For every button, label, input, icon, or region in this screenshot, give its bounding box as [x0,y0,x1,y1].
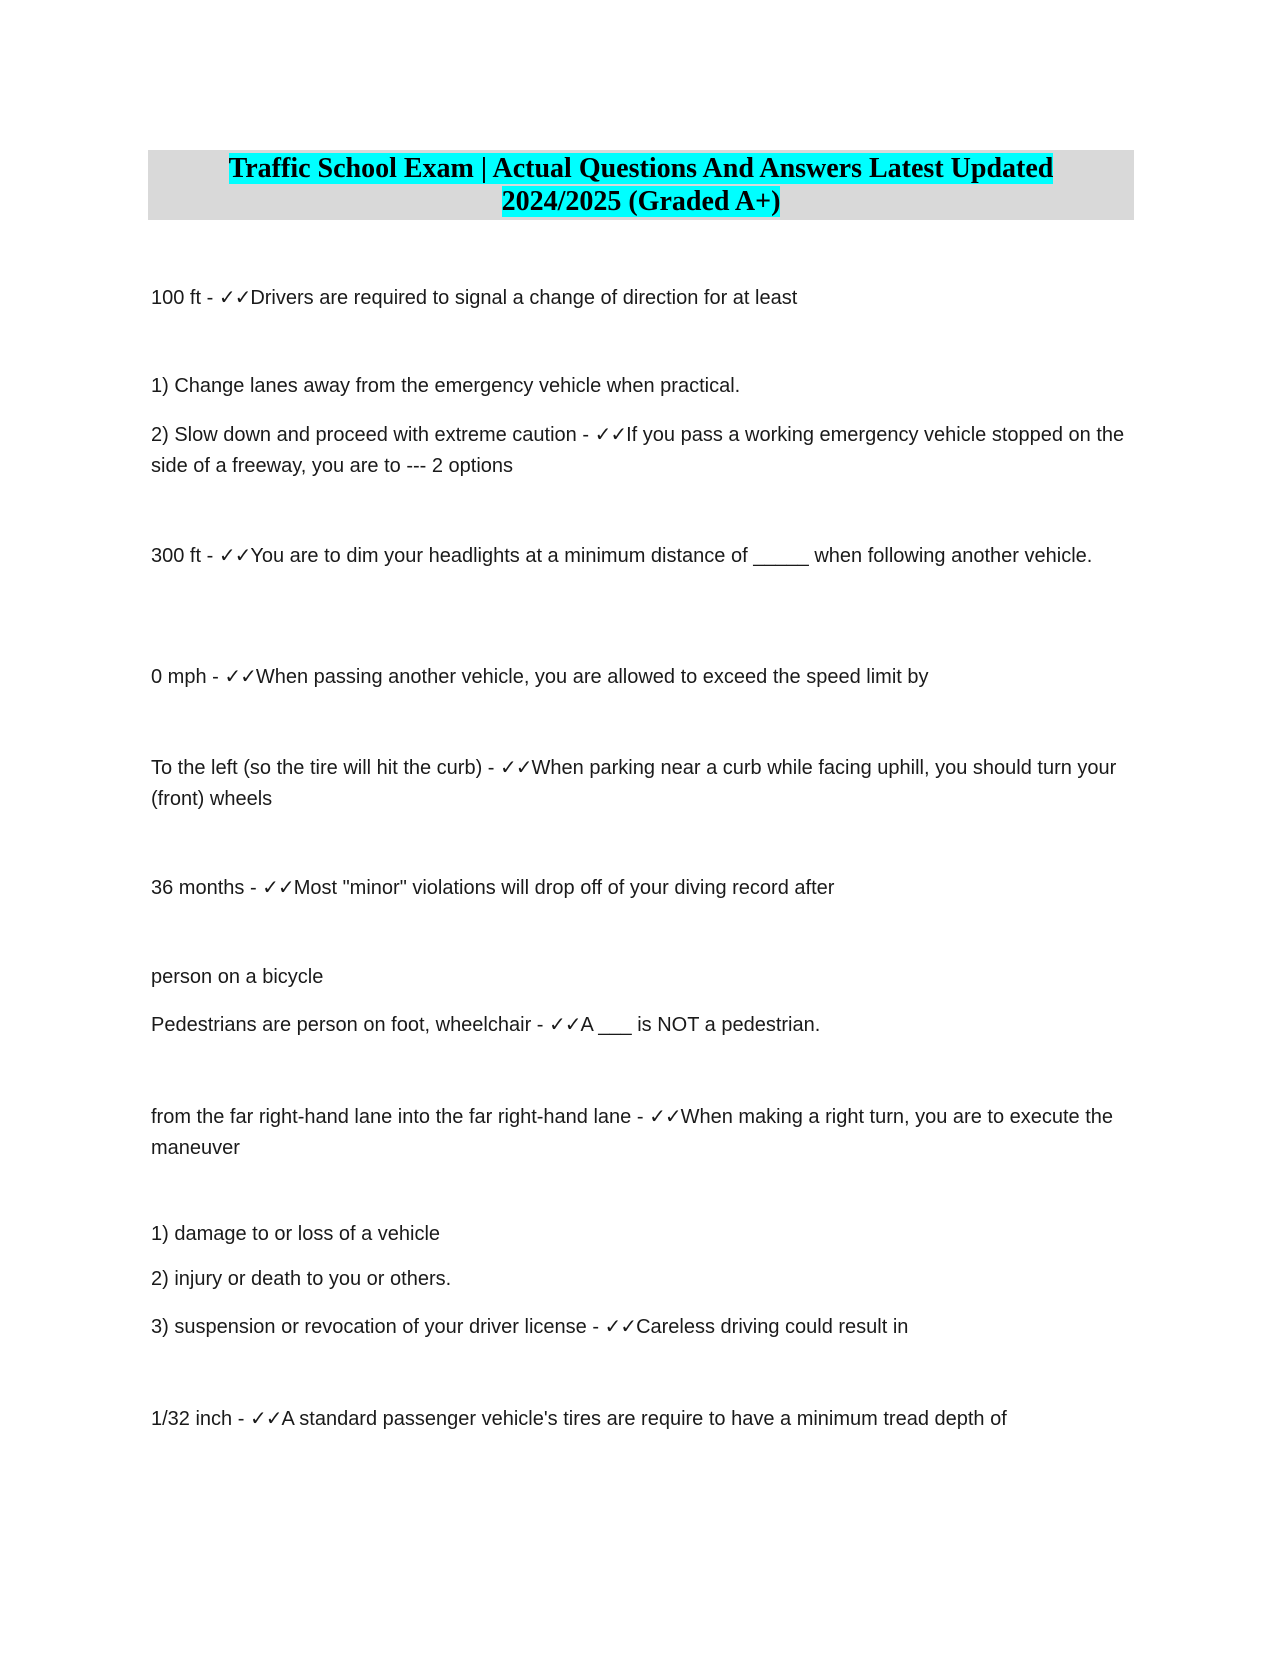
question-text: Most "minor" violations will drop off of your diving record after [293,877,835,899]
answer-text: person on a bicycle [151,966,324,988]
answer-text: 1/32 inch - [151,1408,250,1430]
question-text: When passing another vehicle, you are allowed to exceed the speed limit by [255,666,929,688]
qa-item [151,661,1131,693]
title-line-2: 2024/2025 (Graded A+) [501,186,781,217]
title-line-1: Traffic School Exam | Actual Questions And Answers Latest Updated [228,153,1054,184]
qa-item [151,419,1131,482]
answer-text: from the far right-hand lane into the far right-hand lane - [151,1106,650,1128]
answer-text: 0 mph - [151,666,225,688]
checkmark-icon: ✓✓ [500,755,532,779]
checkmark-icon: ✓✓ [218,285,251,309]
answer-line [151,371,1131,402]
answer-text: To the left (so the tire will hit the curb) - [151,757,501,779]
answer-text: 2) Slow down and proceed with extreme caution - [151,424,595,446]
checkmark-icon: ✓✓ [549,1012,581,1036]
answer-text: 36 months - [151,877,263,899]
checkmark-icon: ✓✓ [249,1406,282,1430]
document-title [148,150,1134,220]
question-text: When parking near a curb while facing uphill, you should turn your (front) wheels [151,757,1117,810]
checkmark-icon: ✓✓ [262,875,294,899]
qa-item [151,1311,1131,1343]
qa-item [151,540,1131,572]
checkmark-icon: ✓✓ [218,543,251,567]
checkmark-icon: ✓✓ [594,422,627,446]
qa-item [151,1009,1131,1041]
qa-item [151,1101,1131,1164]
question-text: When making a right turn, you are to execute the maneuver [151,1106,1114,1159]
answer-text: Pedestrians are person on foot, wheelchair - [151,1014,549,1036]
question-text: A ___ is NOT a pedestrian. [580,1014,821,1036]
question-text: A standard passenger vehicle's tires are require to have a minimum tread depth of [281,1408,1007,1430]
question-text: You are to dim your headlights at a minimum distance of _____ when following another vehicle. [250,545,1093,567]
qa-item [151,1403,1131,1435]
answer-text: 1) damage to or loss of a vehicle [151,1223,441,1245]
question-text: Careless driving could result in [636,1316,909,1338]
checkmark-icon: ✓✓ [224,664,256,688]
qa-item [151,872,1131,904]
question-text: If you pass a working emergency vehicle stopped on the side of a freeway, you are to --- 2 options [151,424,1125,477]
checkmark-icon: ✓✓ [604,1314,637,1338]
answer-line [151,1264,1131,1295]
question-text: Drivers are required to signal a change of direction for at least [250,287,798,309]
qa-item [151,752,1131,815]
answer-line [151,962,1131,993]
qa-item [151,282,1131,314]
answer-text: 3) suspension or revocation of your driver license - [151,1316,605,1338]
answer-text: 2) injury or death to you or others. [151,1268,452,1290]
checkmark-icon: ✓✓ [649,1104,681,1128]
answer-text: 300 ft - [151,545,219,567]
answer-line [151,1219,1131,1250]
answer-text: 1) Change lanes away from the emergency vehicle when practical. [151,375,741,397]
answer-text: 100 ft - [151,287,219,309]
